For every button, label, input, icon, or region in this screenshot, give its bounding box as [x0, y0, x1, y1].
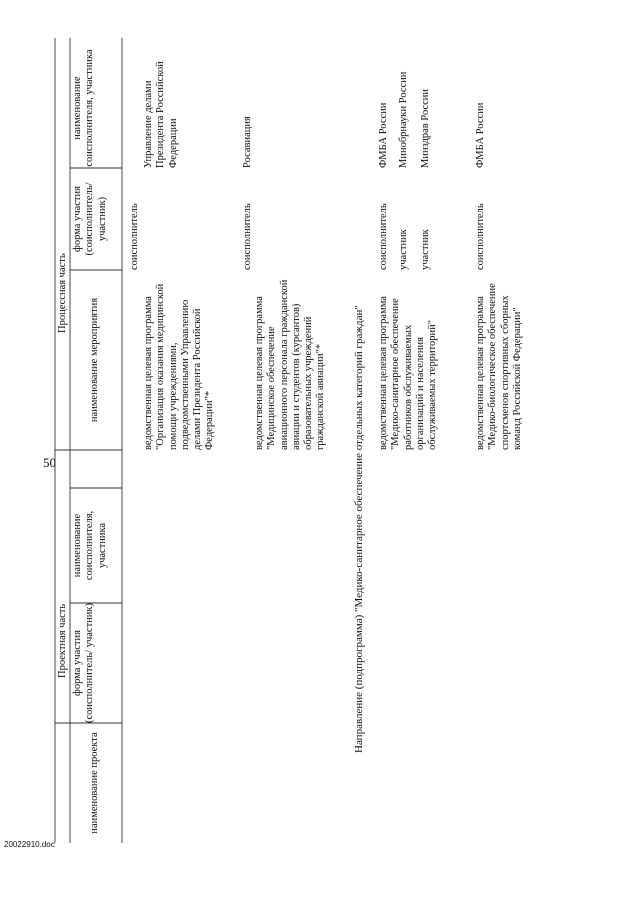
- col-header-project-form: форма участия (соисполнитель/ участник): [72, 603, 96, 723]
- event-name-cell: ведомственная целевая программа "Медико-санитарное обеспечение работников обслуживаемых организаций и населения обслуживаемых территорий": [378, 296, 439, 450]
- col-header-project-name: наименование проекта: [89, 732, 100, 834]
- form-cell: соисполнитель: [475, 203, 486, 270]
- coexec-cell: ФМБА России: [475, 102, 486, 168]
- form-cell: участник: [398, 229, 409, 270]
- coexec-cell: Минобрнауки России: [398, 71, 409, 168]
- col-header-process-coexec: наименование соисполнителя, участника: [72, 49, 96, 167]
- header-process-part: Процессная часть: [57, 253, 68, 333]
- coexec-cell: Росавиация: [242, 116, 253, 168]
- form-cell: участник: [420, 229, 431, 270]
- coexec-cell: Минздрав России: [420, 88, 431, 168]
- event-name-cell: ведомственная целевая программа "Организация оказания медицинской помощи учреждениями, подведомственными Управлению делами Президента Российской Федерации"*: [143, 283, 216, 450]
- coexec-cell: ФМБА России: [378, 102, 389, 168]
- form-cell: соисполнитель: [129, 203, 140, 270]
- section-title: Направление (подпрограмма) "Медико-санитарное обеспечение отдельных категорий граждан": [353, 305, 365, 753]
- page-number: 50: [43, 455, 56, 470]
- form-cell: соисполнитель: [378, 203, 389, 270]
- event-name-cell: ведомственная целевая программа "Медицинское обеспечение авиационного персонала гражданской авиации и студентов (курсантов) образовательных учреждений гражданской авиации"*: [254, 279, 327, 450]
- program-table: [48, 38, 633, 843]
- coexec-cell: Управление делами Президента Российской Федерации: [143, 61, 179, 168]
- header-project-part: Проектная часть: [57, 603, 68, 678]
- col-header-process-form: форма участия (соисполнитель/ участник): [72, 182, 108, 256]
- form-cell: соисполнитель: [242, 203, 253, 270]
- col-header-event-name: наименование мероприятия: [89, 297, 100, 423]
- document-code: 20022910.doc: [4, 840, 55, 849]
- col-header-project-coexec: наименование соисполнителя, участника: [72, 510, 108, 581]
- table-grid-lines: [48, 38, 633, 843]
- event-name-cell: ведомственная целевая программа "Медико-биологическое обеспечение спортсменов спортивных сборных команд Российской Федерации": [475, 283, 523, 450]
